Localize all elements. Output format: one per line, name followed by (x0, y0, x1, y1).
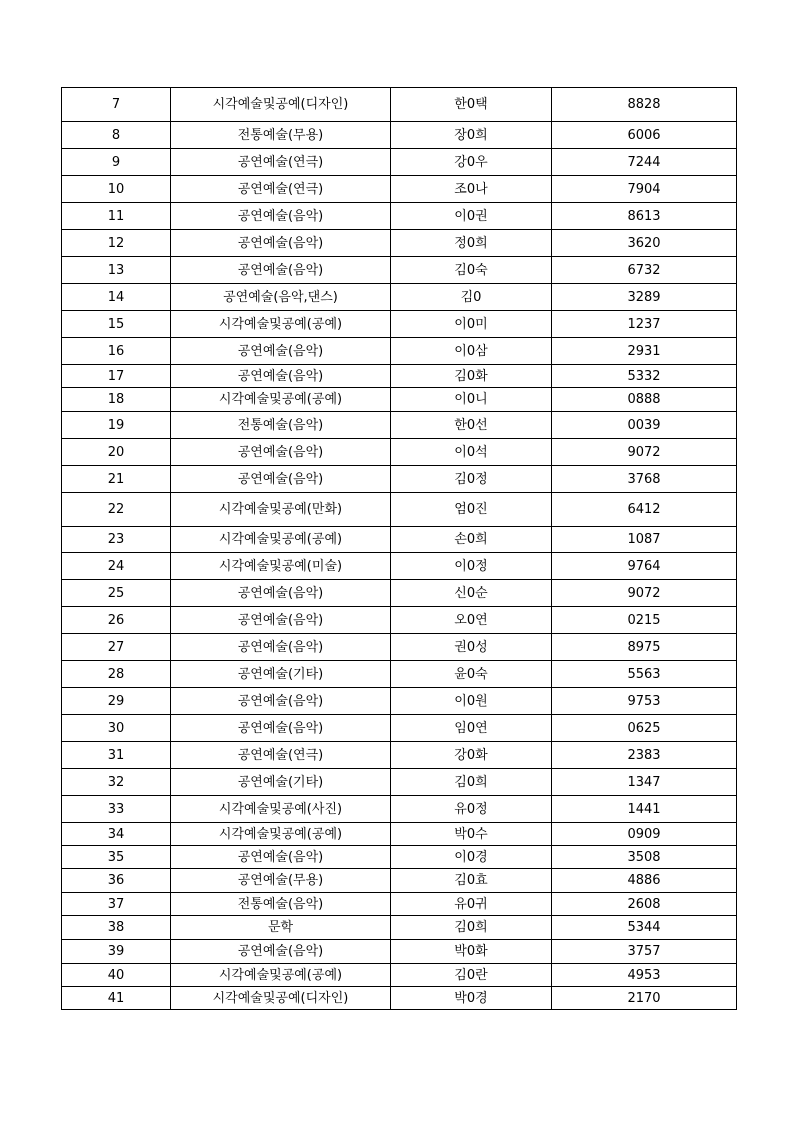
field-cell: 공연예술(음악) (171, 257, 391, 284)
row-number-cell: 31 (62, 742, 171, 769)
field-cell: 시각예술및공예(만화) (171, 493, 391, 527)
table-row (62, 257, 737, 284)
field-cell: 시각예술및공예(디자인) (171, 987, 391, 1010)
name-cell: 김0화 (391, 365, 552, 388)
field-cell: 공연예술(음악) (171, 203, 391, 230)
row-number-cell: 28 (62, 661, 171, 688)
field-cell: 공연예술(음악) (171, 338, 391, 365)
row-number-cell: 12 (62, 230, 171, 257)
field-cell: 공연예술(음악) (171, 439, 391, 466)
table-row (62, 88, 737, 122)
code-cell: 3289 (552, 284, 737, 311)
field-cell: 시각예술및공예(공예) (171, 527, 391, 553)
code-cell: 1347 (552, 769, 737, 796)
table-row (62, 661, 737, 688)
field-cell: 문학 (171, 916, 391, 940)
field-cell: 공연예술(음악) (171, 940, 391, 964)
code-cell: 2931 (552, 338, 737, 365)
row-number-cell: 18 (62, 388, 171, 412)
code-cell: 8828 (552, 88, 737, 122)
row-number-cell: 24 (62, 553, 171, 580)
field-cell: 공연예술(음악) (171, 466, 391, 493)
table-row (62, 203, 737, 230)
table-row (62, 412, 737, 439)
row-number-cell: 7 (62, 88, 171, 122)
table-row (62, 466, 737, 493)
code-cell: 9753 (552, 688, 737, 715)
name-cell: 장0희 (391, 122, 552, 149)
code-cell: 2608 (552, 893, 737, 916)
table-row (62, 311, 737, 338)
row-number-cell: 14 (62, 284, 171, 311)
row-number-cell: 19 (62, 412, 171, 439)
code-cell: 0888 (552, 388, 737, 412)
code-cell: 5344 (552, 916, 737, 940)
field-cell: 공연예술(무용) (171, 869, 391, 893)
row-number-cell: 37 (62, 893, 171, 916)
code-cell: 8613 (552, 203, 737, 230)
field-cell: 공연예술(음악) (171, 365, 391, 388)
field-cell: 공연예술(연극) (171, 742, 391, 769)
row-number-cell: 16 (62, 338, 171, 365)
field-cell: 공연예술(음악) (171, 634, 391, 661)
code-cell: 6006 (552, 122, 737, 149)
field-cell: 시각예술및공예(공예) (171, 388, 391, 412)
code-cell: 4953 (552, 964, 737, 987)
name-cell: 이0원 (391, 688, 552, 715)
name-cell: 권0성 (391, 634, 552, 661)
code-cell: 6732 (552, 257, 737, 284)
code-cell: 8975 (552, 634, 737, 661)
row-number-cell: 26 (62, 607, 171, 634)
table-row (62, 493, 737, 527)
code-cell: 4886 (552, 869, 737, 893)
table-row (62, 940, 737, 964)
name-cell: 김0숙 (391, 257, 552, 284)
name-cell: 이0삼 (391, 338, 552, 365)
row-number-cell: 40 (62, 964, 171, 987)
field-cell: 공연예술(연극) (171, 176, 391, 203)
row-number-cell: 27 (62, 634, 171, 661)
name-cell: 손0희 (391, 527, 552, 553)
code-cell: 1087 (552, 527, 737, 553)
code-cell: 0039 (552, 412, 737, 439)
name-cell: 유0귀 (391, 893, 552, 916)
code-cell: 5563 (552, 661, 737, 688)
table-row (62, 176, 737, 203)
table-row (62, 338, 737, 365)
name-cell: 신0순 (391, 580, 552, 607)
table-row (62, 823, 737, 846)
code-cell: 5332 (552, 365, 737, 388)
row-number-cell: 36 (62, 869, 171, 893)
field-cell: 공연예술(음악) (171, 846, 391, 869)
code-cell: 3768 (552, 466, 737, 493)
code-cell: 9072 (552, 439, 737, 466)
name-cell: 박0수 (391, 823, 552, 846)
name-cell: 이0정 (391, 553, 552, 580)
name-cell: 이0권 (391, 203, 552, 230)
field-cell: 시각예술및공예(공예) (171, 823, 391, 846)
field-cell: 공연예술(음악) (171, 715, 391, 742)
records-table (61, 87, 737, 1010)
table-row (62, 846, 737, 869)
row-number-cell: 22 (62, 493, 171, 527)
field-cell: 공연예술(음악) (171, 580, 391, 607)
table-row (62, 796, 737, 823)
field-cell: 시각예술및공예(디자인) (171, 88, 391, 122)
row-number-cell: 21 (62, 466, 171, 493)
code-cell: 2170 (552, 987, 737, 1010)
row-number-cell: 41 (62, 987, 171, 1010)
field-cell: 시각예술및공예(공예) (171, 311, 391, 338)
name-cell: 조0나 (391, 176, 552, 203)
row-number-cell: 13 (62, 257, 171, 284)
name-cell: 김0 (391, 284, 552, 311)
name-cell: 정0희 (391, 230, 552, 257)
field-cell: 공연예술(음악) (171, 607, 391, 634)
code-cell: 3757 (552, 940, 737, 964)
code-cell: 3620 (552, 230, 737, 257)
table-row (62, 149, 737, 176)
code-cell: 2383 (552, 742, 737, 769)
name-cell: 김0란 (391, 964, 552, 987)
field-cell: 공연예술(기타) (171, 661, 391, 688)
field-cell: 공연예술(연극) (171, 149, 391, 176)
row-number-cell: 33 (62, 796, 171, 823)
code-cell: 6412 (552, 493, 737, 527)
table-row (62, 742, 737, 769)
name-cell: 박0경 (391, 987, 552, 1010)
code-cell: 7244 (552, 149, 737, 176)
table-row (62, 122, 737, 149)
table-row (62, 527, 737, 553)
field-cell: 시각예술및공예(공예) (171, 964, 391, 987)
row-number-cell: 23 (62, 527, 171, 553)
row-number-cell: 8 (62, 122, 171, 149)
table-row (62, 553, 737, 580)
code-cell: 3508 (552, 846, 737, 869)
table-row (62, 688, 737, 715)
row-number-cell: 10 (62, 176, 171, 203)
code-cell: 9764 (552, 553, 737, 580)
code-cell: 0215 (552, 607, 737, 634)
row-number-cell: 20 (62, 439, 171, 466)
row-number-cell: 35 (62, 846, 171, 869)
table-row (62, 916, 737, 940)
row-number-cell: 29 (62, 688, 171, 715)
code-cell: 1237 (552, 311, 737, 338)
field-cell: 전통예술(무용) (171, 122, 391, 149)
row-number-cell: 30 (62, 715, 171, 742)
field-cell: 공연예술(음악) (171, 230, 391, 257)
name-cell: 김0정 (391, 466, 552, 493)
row-number-cell: 25 (62, 580, 171, 607)
field-cell: 공연예술(음악,댄스) (171, 284, 391, 311)
table-row (62, 634, 737, 661)
row-number-cell: 9 (62, 149, 171, 176)
code-cell: 0625 (552, 715, 737, 742)
code-cell: 7904 (552, 176, 737, 203)
name-cell: 엄0진 (391, 493, 552, 527)
table-row (62, 607, 737, 634)
name-cell: 이0미 (391, 311, 552, 338)
table-row (62, 388, 737, 412)
name-cell: 김0희 (391, 916, 552, 940)
row-number-cell: 32 (62, 769, 171, 796)
name-cell: 한0선 (391, 412, 552, 439)
name-cell: 박0화 (391, 940, 552, 964)
field-cell: 전통예술(음악) (171, 412, 391, 439)
table-row (62, 893, 737, 916)
table-row (62, 580, 737, 607)
table-row (62, 869, 737, 893)
table-row (62, 769, 737, 796)
name-cell: 강0우 (391, 149, 552, 176)
row-number-cell: 34 (62, 823, 171, 846)
name-cell: 김0효 (391, 869, 552, 893)
row-number-cell: 17 (62, 365, 171, 388)
name-cell: 이0석 (391, 439, 552, 466)
name-cell: 유0정 (391, 796, 552, 823)
name-cell: 이0니 (391, 388, 552, 412)
name-cell: 윤0숙 (391, 661, 552, 688)
field-cell: 시각예술및공예(미술) (171, 553, 391, 580)
field-cell: 시각예술및공예(사진) (171, 796, 391, 823)
table-row (62, 284, 737, 311)
table-row (62, 365, 737, 388)
table-row (62, 987, 737, 1010)
row-number-cell: 38 (62, 916, 171, 940)
field-cell: 공연예술(음악) (171, 688, 391, 715)
row-number-cell: 15 (62, 311, 171, 338)
code-cell: 9072 (552, 580, 737, 607)
row-number-cell: 11 (62, 203, 171, 230)
name-cell: 임0연 (391, 715, 552, 742)
code-cell: 1441 (552, 796, 737, 823)
field-cell: 전통예술(음악) (171, 893, 391, 916)
name-cell: 한0택 (391, 88, 552, 122)
table-row (62, 715, 737, 742)
name-cell: 오0연 (391, 607, 552, 634)
name-cell: 김0희 (391, 769, 552, 796)
table-row (62, 964, 737, 987)
row-number-cell: 39 (62, 940, 171, 964)
table-row (62, 230, 737, 257)
name-cell: 강0화 (391, 742, 552, 769)
table-row (62, 439, 737, 466)
name-cell: 이0경 (391, 846, 552, 869)
code-cell: 0909 (552, 823, 737, 846)
records-table-body (62, 88, 737, 1010)
field-cell: 공연예술(기타) (171, 769, 391, 796)
